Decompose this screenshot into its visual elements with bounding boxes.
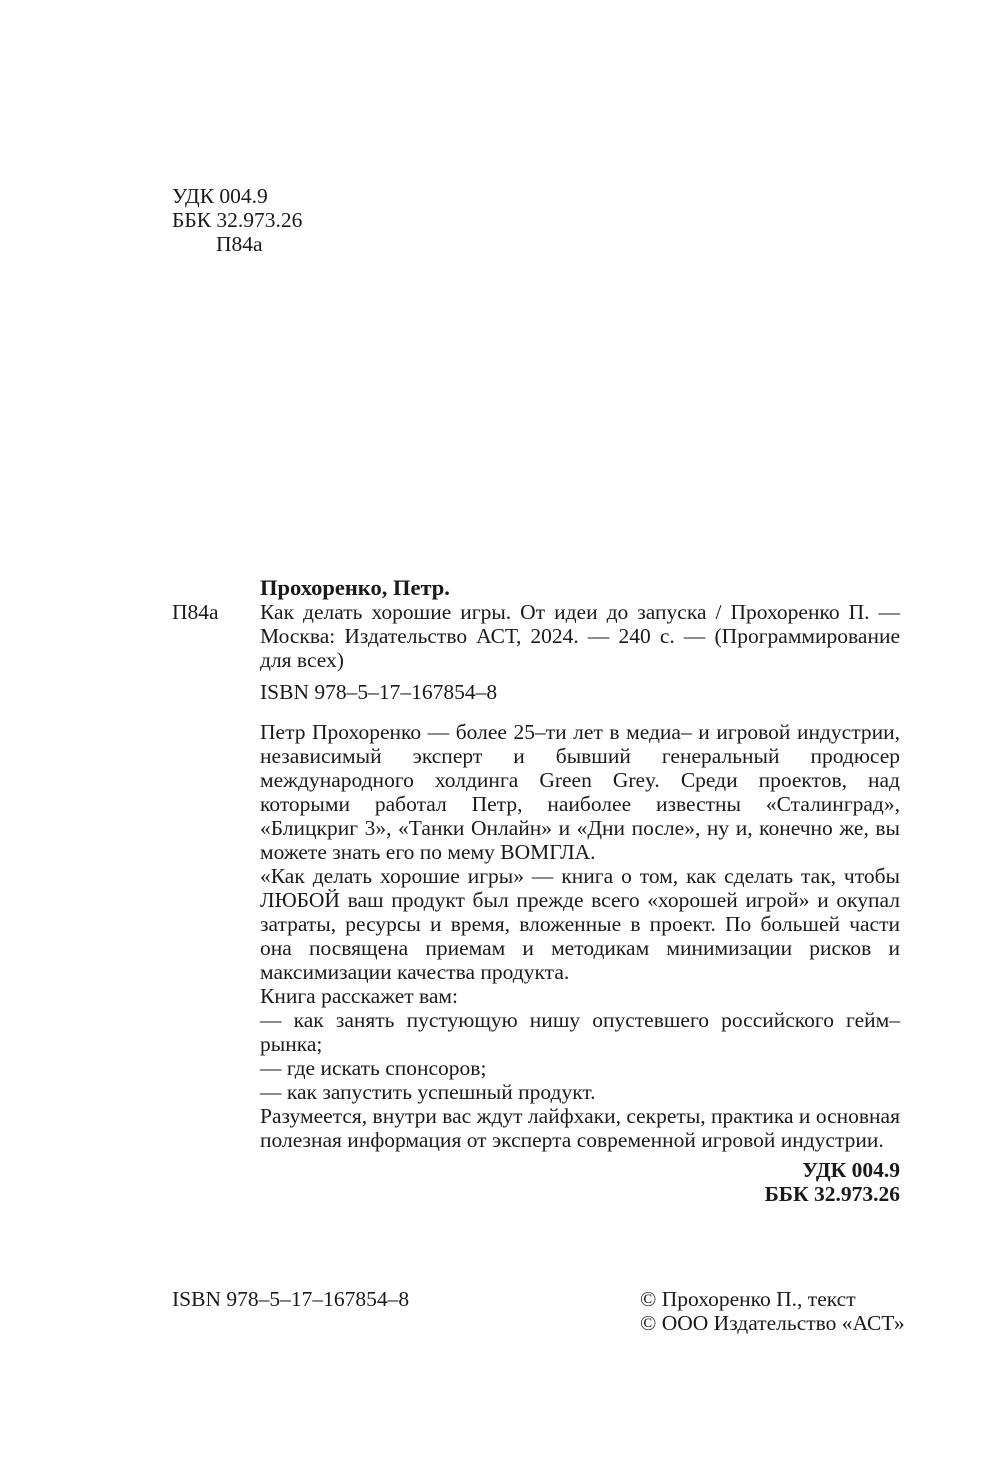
- copyright-block: [640, 1287, 905, 1335]
- footer-isbn: ISBN 978–5–17–167854–8: [172, 1287, 410, 1311]
- annotation-paragraph: Разумеется, внутри вас ждут лайфхаки, секреты, практика и основная полезная информация от эксперта современной игровой индустрии.: [260, 1104, 900, 1152]
- card-isbn: ISBN 978–5–17–167854–8: [260, 680, 498, 704]
- annotation-list-item: — как запустить успешный продукт.: [260, 1080, 596, 1104]
- card-title-row: [172, 600, 900, 672]
- header-classification-codes: [172, 184, 302, 256]
- catalog-card: [172, 576, 900, 1206]
- card-classification-codes: [172, 1158, 900, 1206]
- card-author: Прохоренко, Петр.: [260, 575, 450, 600]
- annotation: [172, 720, 900, 1152]
- bbk-code: ББК 32.973.26: [172, 208, 303, 232]
- author-mark: П84а: [216, 232, 263, 256]
- copyright-text: © Прохоренко П., текст: [640, 1287, 856, 1311]
- card-udk-code: УДК 004.9: [802, 1158, 900, 1182]
- card-title: Как делать хорошие игры. От идеи до запуска / Прохоренко П. — Москва: Издательство АСТ, 2024. — 240 с. — (Программирование для всех): [260, 600, 900, 672]
- copyright-publisher: © ООО Издательство «АСТ»: [640, 1311, 905, 1335]
- card-author-mark: П84а: [172, 600, 219, 624]
- annotation-paragraph: Петр Прохоренко — более 25–ти лет в медиа– и игровой индустрии, независимый эксперт и бывший генеральный продюсер международного холдинга Green Grey. Среди проектов, над которыми работал Петр, наиболее известны «Сталинград», «Блицкриг 3», «Танки Онлайн» и «Дни после», ну и, конечно же, вы можете знать его по мему ВОМГЛА.: [260, 720, 900, 864]
- udk-code: УДК 004.9: [172, 184, 268, 208]
- annotation-list-item: — как занять пустующую нишу опустевшего российского гейм–рынка;: [260, 1008, 900, 1056]
- card-bbk-code: ББК 32.973.26: [764, 1182, 900, 1206]
- annotation-list-item: — где искать спонсоров;: [260, 1056, 487, 1080]
- annotation-paragraph: «Как делать хорошие игры» — книга о том, как сделать так, чтобы ЛЮБОЙ ваш продукт был прежде всего «хорошей игрой» и окупал затраты, ресурсы и время, вложенные в проект. По большей части она посвящена приемам и методикам минимизации рисков и максимизации качества продукта.: [260, 864, 900, 984]
- annotation-paragraph: Книга расскажет вам:: [260, 984, 459, 1008]
